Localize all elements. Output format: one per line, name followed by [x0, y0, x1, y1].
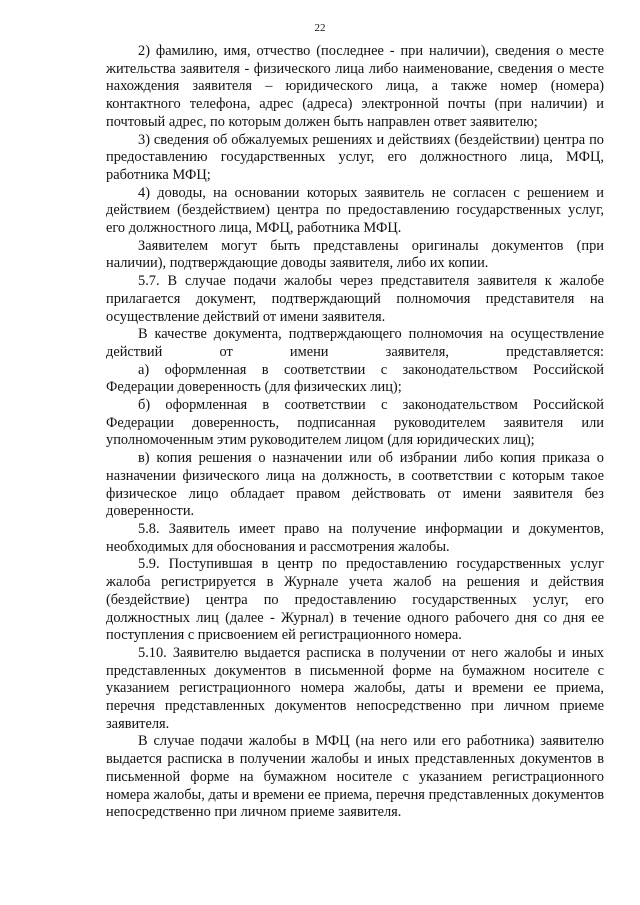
paragraph-originals: Заявителем могут быть представлены оригиналы документов (при наличии), подтверждающие доводы заявителя, либо их копии. [106, 237, 604, 272]
paragraph-appealed-decisions: 3) сведения об обжалуемых решениях и действиях (бездействии) центра по предоставлению государственных услуг, его должностного лица, МФЦ, работника МФЦ; [106, 131, 604, 183]
paragraph-item-a: а) оформленная в соответствии с законодательством Российской Федерации доверенность (для физических лиц); [106, 361, 604, 396]
paragraph-mfc-receipt: В случае подачи жалобы в МФЦ (на него или его работника) заявителю выдается расписка в получении жалобы и иных представленных документов в письменной форме на бумажном носителе с указанием регистрационного номера жалобы, даты и времени ее приема, перечня представленных документов непосредственно при личном приеме заявителя. [106, 733, 604, 821]
paragraph-5-10: 5.10. Заявителю выдается расписка в получении от него жалобы и иных представленных документов в письменной форме на бумажном носителе с указанием регистрационного номера жалобы, даты и времени ее приема, перечня представленных документов непосредственно при личном приеме заявителя. [106, 644, 604, 732]
paragraph-sender-details: 2) фамилию, имя, отчество (последнее - при наличии), сведения о месте жительства заявителя - физического лица либо наименование, сведения о месте нахождения заявителя – юридического лица, а также номер (номера) контактного телефона, адрес (адреса) электронной почты (при наличии) и почтовый адрес, по которым должен быть направлен ответ заявителю; [106, 43, 604, 130]
document-body [106, 43, 604, 822]
paragraph-item-b: б) оформленная в соответствии с законодательством Российской Федерации доверенность, подписанная руководителем заявителя или уполномоченным этим руководителем лицом (для юридических лиц); [106, 397, 604, 449]
paragraph-5-8: 5.8. Заявитель имеет право на получение информации и документов, необходимых для обоснования и рассмотрения жалобы. [106, 520, 604, 555]
paragraph-5-7: 5.7. В случае подачи жалобы через представителя заявителя к жалобе прилагается документ, подтверждающий полномочия представителя на осуществление действий от имени заявителя. [106, 273, 604, 325]
paragraph-arguments: 4) доводы, на основании которых заявитель не согласен с решением и действием (бездействием) центра по предоставлению государственных услуг, его должностного лица, МФЦ, работника МФЦ. [106, 184, 604, 237]
paragraph-authority-document: В качестве документа, подтверждающего полномочия на осуществление действий от имени заявителя, представляется: [106, 326, 604, 360]
paragraph-item-v: в) копия решения о назначении или об избрании либо копия приказа о назначении физического лица на должность, в соответствии с которым такое физическое лицо обладает правом действовать от имени заявителя без доверенности. [106, 450, 604, 520]
paragraph-5-9: 5.9. Поступившая в центр по предоставлению государственных услуг жалоба регистрируется в Журнале учета жалоб на решения и действия (бездействие) центра по предоставлению государственных услуг, его должностных лиц (далее - Журнал) в течение одного рабочего дня со дня ее поступления с присвоением ей регистрационного номера. [106, 556, 604, 644]
page-number: 22 [314, 22, 326, 34]
